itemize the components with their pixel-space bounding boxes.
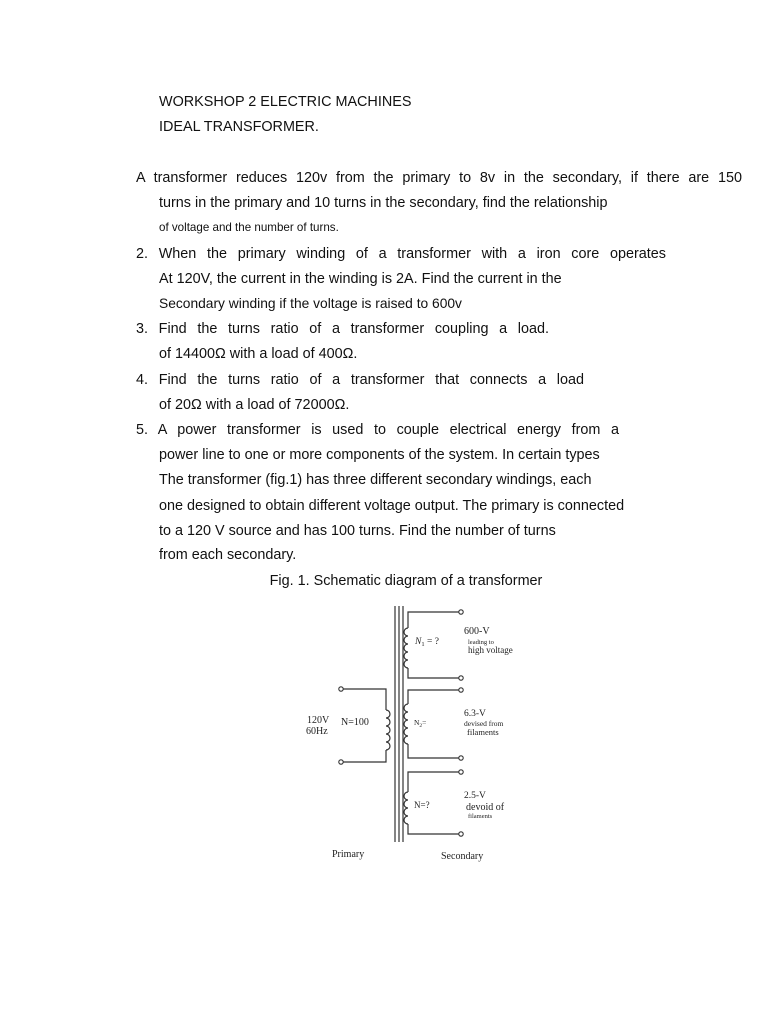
document-subtitle: IDEAL TRANSFORMER. bbox=[159, 119, 319, 135]
secondary-2-terminal-bottom bbox=[459, 756, 463, 760]
secondary-2-lead-bottom bbox=[408, 744, 460, 758]
secondary-3-terminal-bottom bbox=[459, 832, 463, 836]
problem-2-line-1: 2. When the primary winding of a transformer with a iron core operates bbox=[136, 246, 666, 262]
primary-lead-bottom bbox=[342, 750, 386, 762]
problem-5-line-5: to a 120 V source and has 100 turns. Find the number of turns bbox=[159, 523, 556, 539]
problem-5-line-1: 5. A power transformer is used to couple electrical energy from a bbox=[136, 422, 619, 438]
secondary-2-desc-2: filaments bbox=[467, 727, 499, 737]
secondary-2-terminal-top bbox=[459, 688, 463, 692]
secondary-3-voltage-label: 2.5-V bbox=[464, 791, 486, 801]
secondary-1-terminal-bottom bbox=[459, 676, 463, 680]
problem-1-line-1: A transformer reduces 120v from the primary to 8v in the secondary, if there are 150 bbox=[136, 170, 742, 186]
problem-2-line-2: At 120V, the current in the winding is 2A. Find the current in the bbox=[159, 271, 562, 287]
secondary-1-lead-top bbox=[408, 612, 460, 628]
secondary-3-desc-2: filaments bbox=[468, 813, 493, 820]
transformer-schematic bbox=[298, 598, 548, 866]
primary-terminal-top bbox=[339, 687, 343, 691]
problem-4-line-2: of 20Ω with a load of 72000Ω. bbox=[159, 397, 350, 413]
figure-caption: Fig. 1. Schematic diagram of a transformer bbox=[269, 573, 543, 589]
secondary-3-turns-label: N=? bbox=[414, 800, 430, 810]
problem-5-line-3: The transformer (fig.1) has three different secondary windings, each bbox=[159, 472, 592, 488]
primary-lead-top bbox=[342, 689, 386, 710]
secondary-2-desc-1: devised from bbox=[464, 719, 504, 728]
document-title: WORKSHOP 2 ELECTRIC MACHINES bbox=[159, 94, 412, 110]
problem-3-line-2: of 14400Ω with a load of 400Ω. bbox=[159, 346, 358, 362]
problem-2-line-3: Secondary winding if the voltage is raised to 600v bbox=[159, 296, 462, 311]
primary-turns-label: N=100 bbox=[341, 717, 369, 728]
secondary-3-desc-1: devoid of bbox=[466, 802, 505, 813]
secondary-1-desc-1: leading to bbox=[468, 639, 494, 646]
secondary-3-lead-top bbox=[408, 772, 460, 792]
secondary-1-terminal-top bbox=[459, 610, 463, 614]
problem-1-line-3: of voltage and the number of turns. bbox=[159, 221, 339, 234]
secondary-1-coil bbox=[404, 628, 408, 668]
problem-3-line-1: 3. Find the turns ratio of a transformer coupling a load. bbox=[136, 321, 549, 337]
secondary-2-turns-label: $N_2=$ bbox=[414, 718, 427, 729]
source-voltage-label: 120V bbox=[307, 715, 330, 726]
secondary-3-coil bbox=[404, 792, 408, 824]
secondary-3-lead-bottom bbox=[408, 824, 460, 834]
transformer-diagram-svg bbox=[298, 598, 548, 866]
secondary-2-voltage-label: 6.3-V bbox=[464, 709, 486, 719]
problem-1-line-2: turns in the primary and 10 turns in the secondary, find the relationship bbox=[159, 195, 608, 211]
secondary-1-lead-bottom bbox=[408, 668, 460, 678]
secondary-side-label: Secondary bbox=[441, 851, 484, 862]
problem-4-line-1: 4. Find the turns ratio of a transformer that connects a load bbox=[136, 372, 584, 388]
secondary-1-turns-label: $N_1$ = ? bbox=[415, 637, 439, 648]
source-frequency-label: 60Hz bbox=[306, 726, 328, 737]
secondary-1-desc-2: high voltage bbox=[468, 645, 513, 655]
secondary-1-voltage-label: 600-V bbox=[464, 626, 490, 637]
secondary-2-coil bbox=[404, 704, 408, 744]
problem-5-line-6: from each secondary. bbox=[159, 547, 297, 563]
problem-5-line-4: one designed to obtain different voltage output. The primary is connected bbox=[159, 498, 625, 514]
primary-coil bbox=[386, 710, 390, 750]
primary-terminal-bottom bbox=[339, 760, 343, 764]
primary-side-label: Primary bbox=[332, 849, 365, 860]
secondary-3-terminal-top bbox=[459, 770, 463, 774]
secondary-2-lead-top bbox=[408, 690, 460, 704]
problem-5-line-2: power line to one or more components of the system. In certain types bbox=[159, 447, 600, 463]
